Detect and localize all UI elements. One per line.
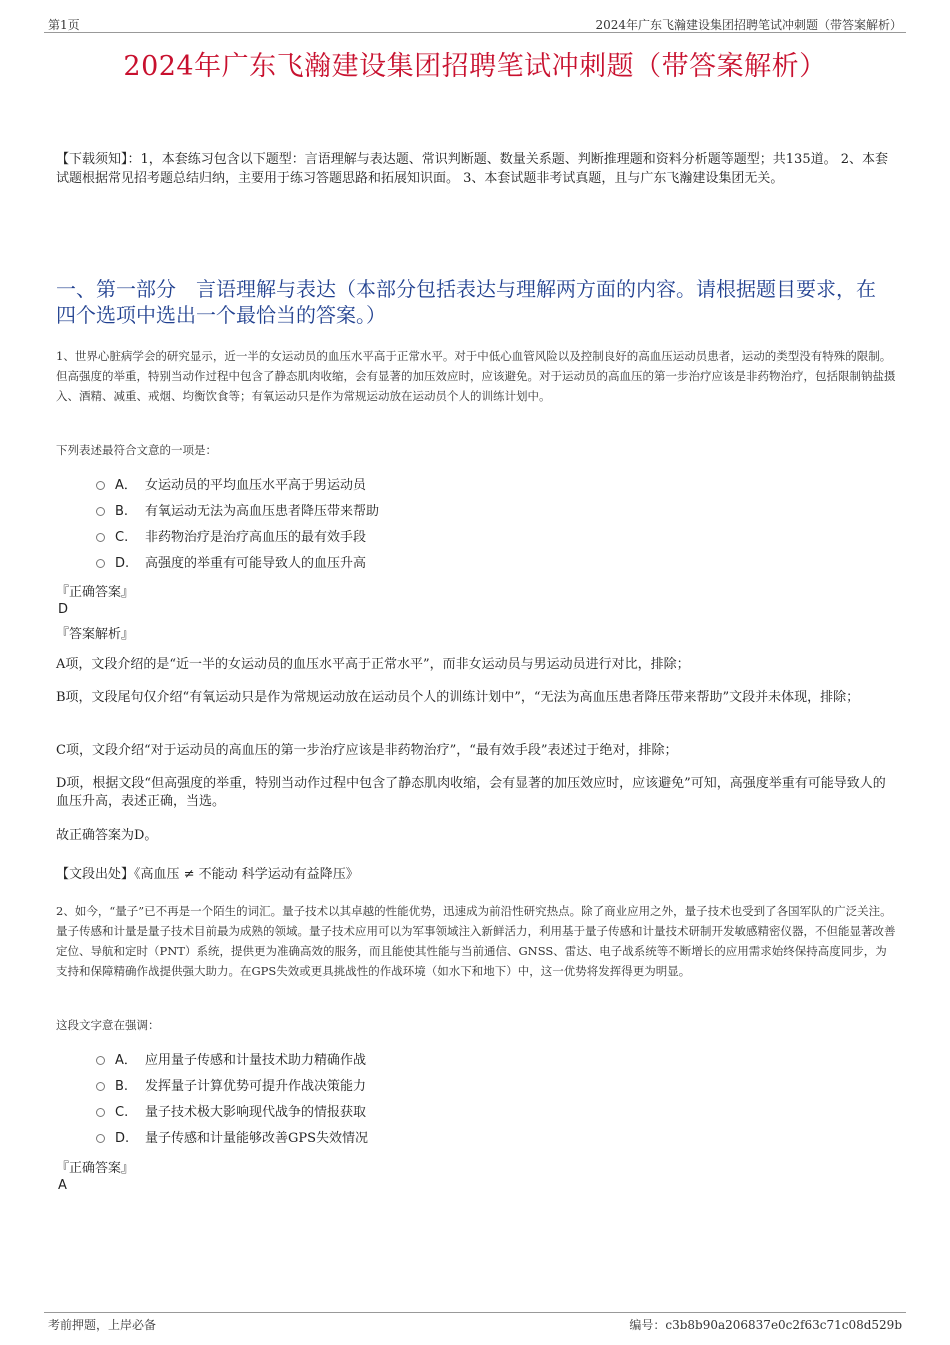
radio-icon[interactable] <box>96 533 105 542</box>
question-1-option-d[interactable]: D. 高强度的举重有可能导致人的血压升高 <box>96 551 379 577</box>
radio-icon[interactable] <box>96 507 105 516</box>
radio-icon[interactable] <box>96 559 105 568</box>
question-1-prompt: 下列表述最符合文意的一项是： <box>56 443 217 457</box>
radio-icon[interactable] <box>96 1056 105 1065</box>
question-1-option-a[interactable]: A． 女运动员的平均血压水平高于男运动员 <box>96 473 379 499</box>
radio-icon[interactable] <box>96 481 105 490</box>
question-2-options <box>96 1048 368 1152</box>
question-1-answer-label: 『正确答案』 <box>56 585 135 600</box>
analysis-conclusion: 故正确答案为D。 <box>56 828 158 843</box>
question-1-option-b[interactable]: B. 有氧运动无法为高血压患者降压带来帮助 <box>96 499 379 525</box>
header-doc-title: 2024年广东飞瀚建设集团招聘笔试冲刺题（带答案解析） <box>595 18 902 32</box>
page-number: 第1页 <box>48 18 80 32</box>
analysis-item-d: D项，根据文段“但高强度的举重，特别当动作过程中包含了静态肌肉收缩，会有显著的加压效应时，应该避免”可知，高强度举重有可能导致人的血压升高，表述正确，当选。 <box>56 776 886 809</box>
question-1-analysis-label: 『答案解析』 <box>56 627 135 642</box>
radio-icon[interactable] <box>96 1134 105 1143</box>
question-1-options <box>96 473 379 577</box>
question-1-source: 【文段出处】《高血压 ≠ 不能动 科学运动有益降压》 <box>56 867 359 882</box>
question-2-option-d[interactable]: D. 量子传感和计量能够改善GPS失效情况 <box>96 1126 368 1152</box>
section-title: 一、第一部分 言语理解与表达（本部分包括表达与理解两方面的内容。请根据题目要求，在四个选项中选出一个最恰当的答案。） <box>56 277 876 327</box>
document-title: 2024年广东飞瀚建设集团招聘笔试冲刺题（带答案解析） <box>123 51 827 82</box>
question-2-prompt: 这段文字意在强调： <box>56 1018 160 1032</box>
download-notice: 【下载须知】：1，本套练习包含以下题型：言语理解与表达题、常识判断题、数量关系题、判断推理题和资料分析题等题型；共135道。 2、本套试题根据常见招考题总结归纳，主要用于练习答题思路和拓展知识面。 3、本套试题非考试真题，且与广东飞瀚建设集团无关。 <box>56 152 888 186</box>
question-2-option-c[interactable]: C. 量子技术极大影响现代战争的情报获取 <box>96 1100 368 1126</box>
radio-icon[interactable] <box>96 1108 105 1117</box>
analysis-item-c: C项，文段介绍“对于运动员的高血压的第一步治疗应该是非药物治疗”，“最有效手段”表述过于绝对，排除； <box>56 743 678 758</box>
radio-icon[interactable] <box>96 1082 105 1091</box>
question-2-text: 2、如今，“量子”已不再是一个陌生的词汇。量子技术以其卓越的性能优势，迅速成为前沿性研究热点。除了商业应用之外，量子技术也受到了各国军队的广泛关注。量子传感和计量是量子技术目前最为成熟的领域。量子技术应用可以为军事领域注入新鲜活力，利用基于量子传感和计量技术研制开发敏感精密仪器，不但能显著改善定位、导航和定时（PNT）系统，提供更为准确高效的服务，而且能使其性能与当前通信、GNSS、雷达、电子战系统等不断增长的应用需求始终保持高度同步，为支持和保障精确作战提供强大助力。在GPS失效或更具挑战性的作战环境（如水下和地下）中，这一优势将发挥得更为明显。 <box>56 904 896 978</box>
question-2-answer: A <box>58 1178 67 1193</box>
page-footer <box>44 1312 906 1333</box>
question-2-option-b[interactable]: B. 发挥量子计算优势可提升作战决策能力 <box>96 1074 368 1100</box>
footer-code: 编号：c3b8b90a206837e0c2f63c71c08d529b <box>629 1318 902 1332</box>
question-1-text: 1、世界心脏病学会的研究显示，近一半的女运动员的血压水平高于正常水平。对于中低心血管风险以及控制良好的高血压运动员患者，运动的类型没有特殊的限制。但高强度的举重，特别当动作过程中包含了静态肌肉收缩，会有显著的加压效应时，应该避免。对于运动员的高血压的第一步治疗应该是非药物治疗，包括限制钠盐摄入、酒精、减重、戒烟、均衡饮食等；有氧运动只是作为常规运动放在运动员个人的训练计划中。 <box>56 349 896 403</box>
question-1-answer: D <box>58 602 69 617</box>
analysis-item-a: A项，文段介绍的是“近一半的女运动员的血压水平高于正常水平”，而非女运动员与男运动员进行对比，排除； <box>56 657 690 672</box>
analysis-item-b: B项，文段尾句仅介绍“有氧运动只是作为常规运动放在运动员个人的训练计划中”，“无法为高血压患者降压带来帮助”文段并未体现，排除； <box>56 690 860 705</box>
question-2-answer-label: 『正确答案』 <box>56 1161 135 1176</box>
question-2-option-a[interactable]: A． 应用量子传感和计量技术助力精确作战 <box>96 1048 368 1074</box>
footer-slogan: 考前押题，上岸必备 <box>48 1318 157 1332</box>
page-header <box>44 14 906 33</box>
question-1-option-c[interactable]: C. 非药物治疗是治疗高血压的最有效手段 <box>96 525 379 551</box>
